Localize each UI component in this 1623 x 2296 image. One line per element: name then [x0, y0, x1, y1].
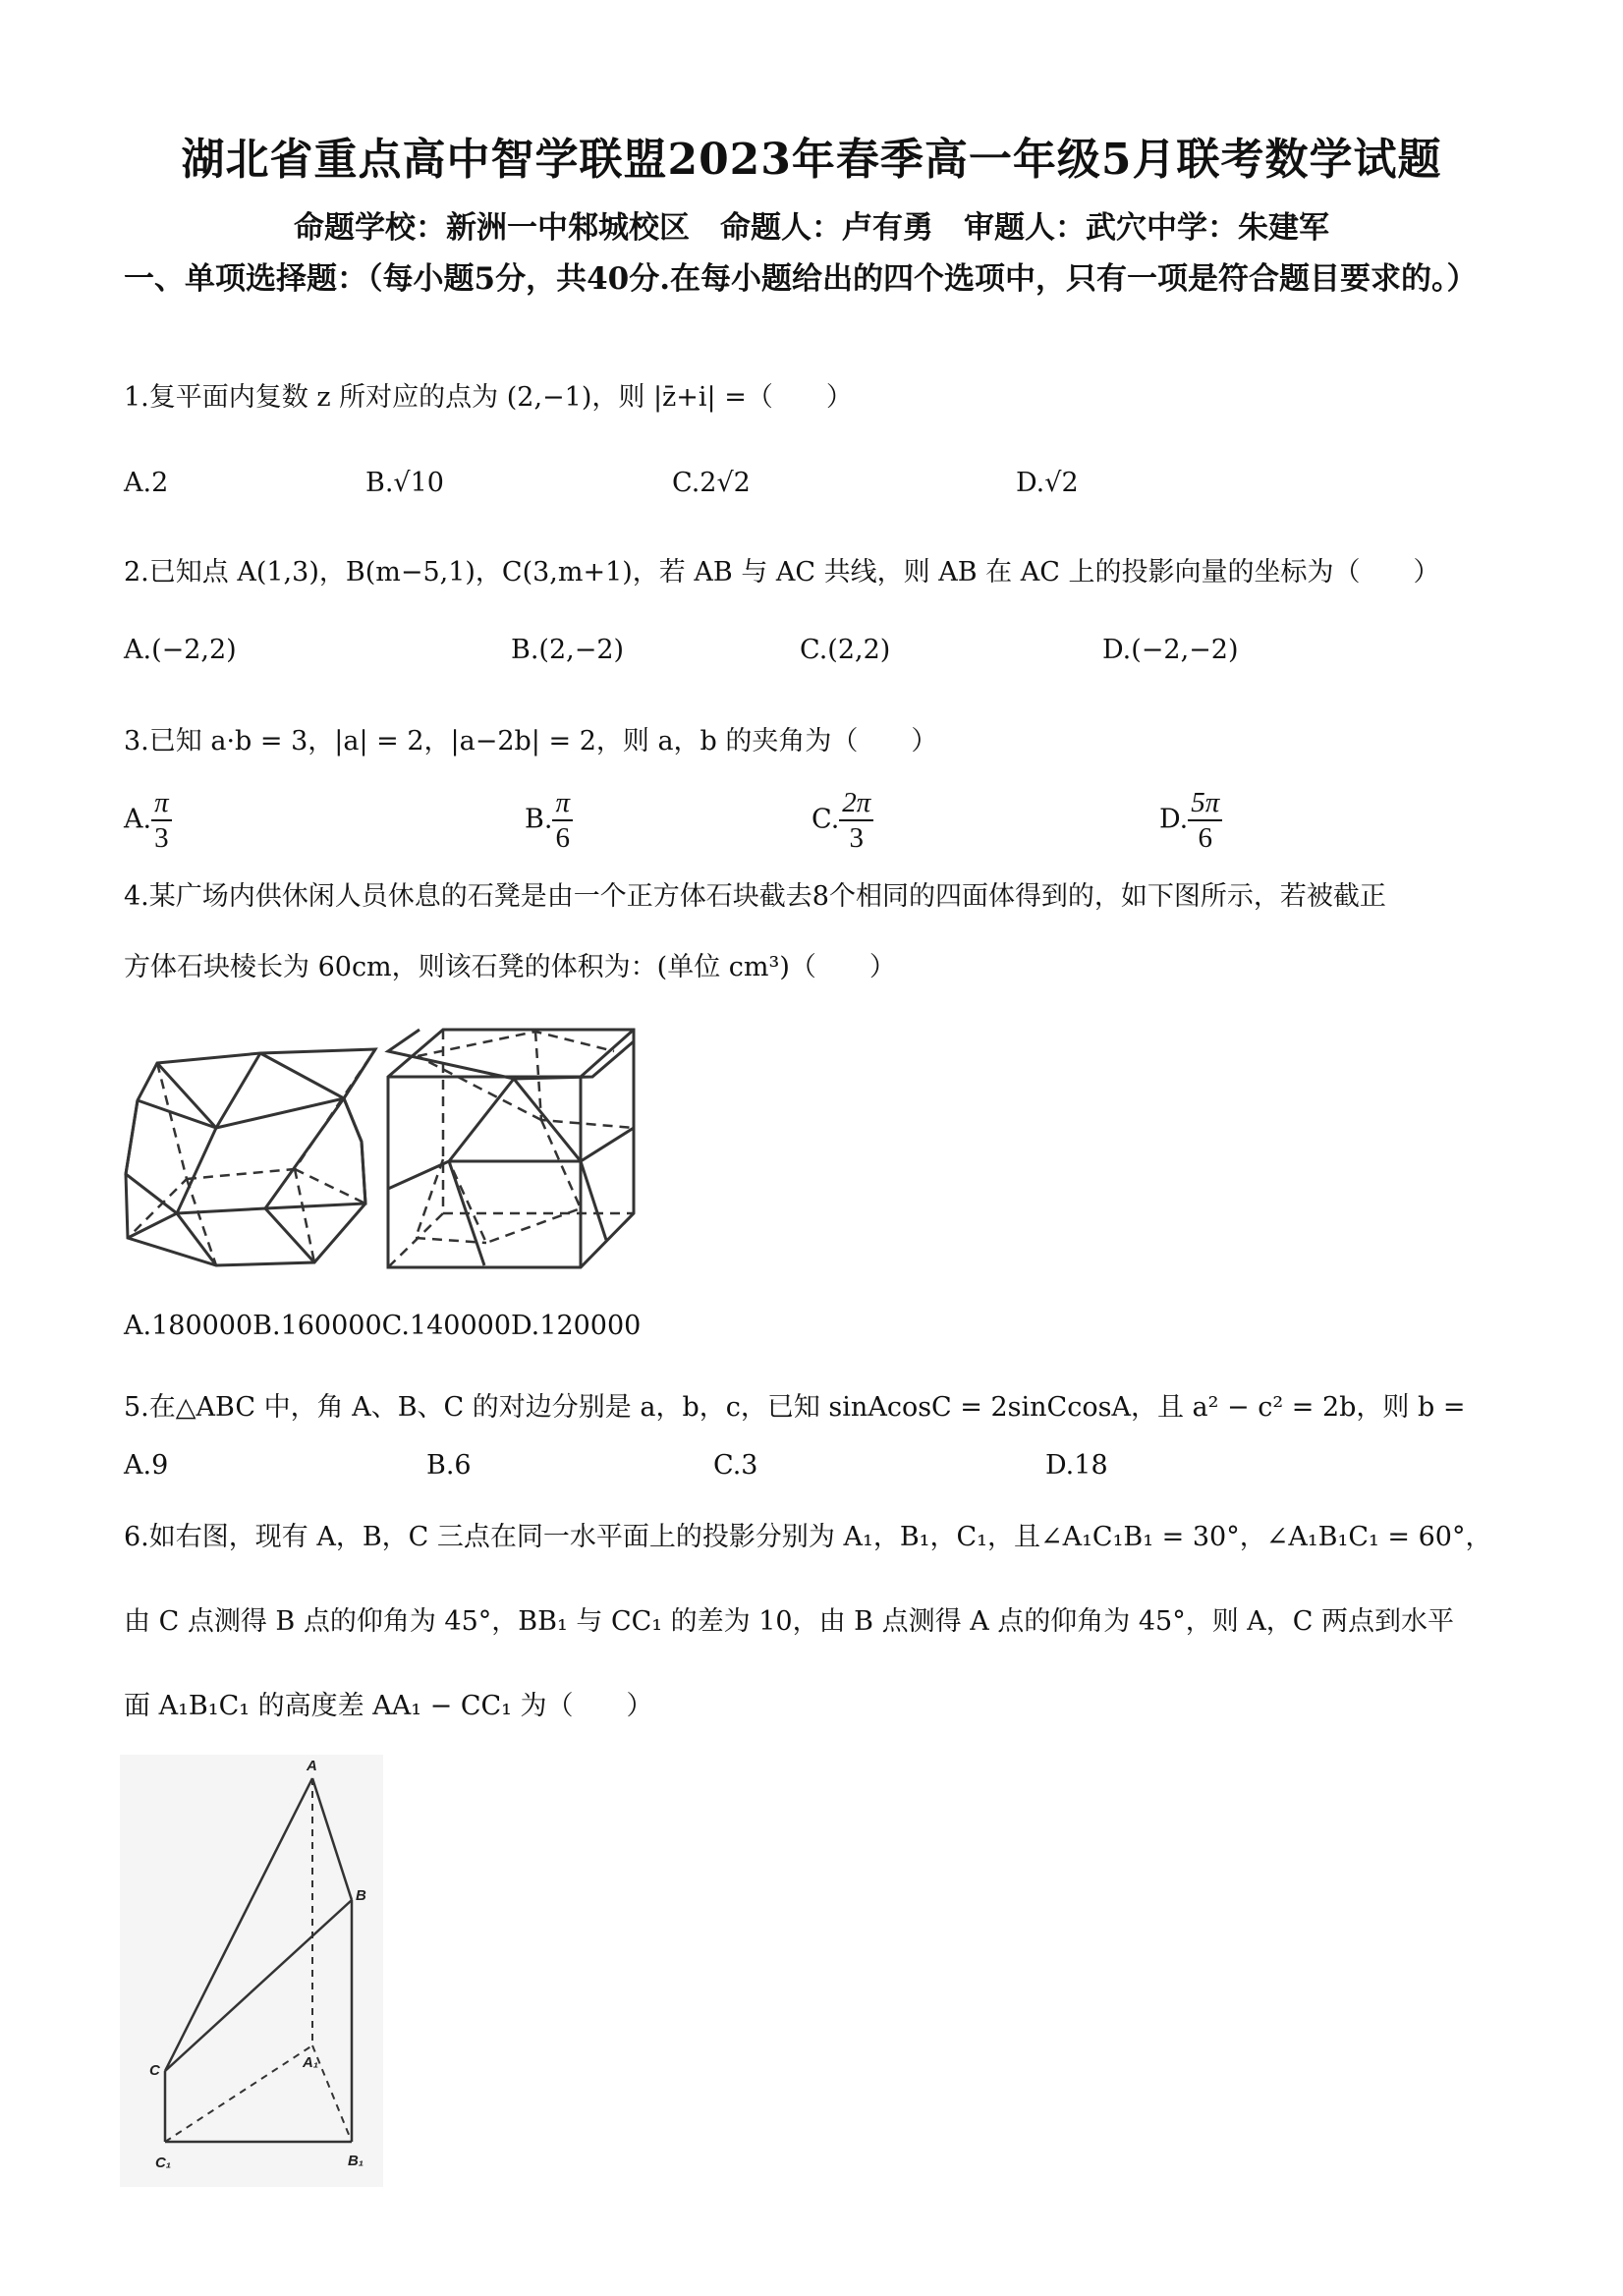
section-heading: 一、单项选择题：（每小题5分，共40分.在每小题给出的四个选项中，只有一项是符合题目要求的。） [124, 261, 1478, 297]
question-2-option-a: A.(−2,2) [124, 635, 237, 665]
question-5-option-d: D.18 [1045, 1450, 1108, 1481]
label-point-b: B [356, 1887, 366, 1904]
stone-stool-figure [118, 1012, 648, 1287]
question-1-stem: 1.复平面内复数 z 所对应的点为 (2,−1)，则 |z̄+i| =（ ） [124, 382, 853, 413]
question-2-stem: 2.已知点 A(1,3)，B(m−5,1)，C(3,m+1)，若 AB 与 AC 共线，则 AB 在 AC 上的投影向量的坐标为（ ） [124, 557, 1440, 588]
question-1-option-d: D.√2 [1016, 468, 1079, 498]
question-2-option-d: D.(−2,−2) [1102, 635, 1239, 665]
question-4-options: A.180000B.160000C.140000D.120000 [124, 1311, 642, 1341]
question-6-stem-line3: 面 A₁B₁C₁ 的高度差 AA₁ − CC₁ 为（ ） [124, 1691, 653, 1721]
elevation-figure [120, 1755, 383, 2187]
question-4-stem-line1: 4.某广场内供休闲人员休息的石凳是由一个正方体石块截去8个相同的四面体得到的，如下图所示，若被截正 [124, 881, 1386, 912]
cube-right [388, 1030, 634, 1267]
question-5-stem: 5.在△ABC 中，角 A、B、C 的对边分别是 a，b，c，已知 sinAcosC = 2sinCcosA，且 a² − c² = 2b，则 b = [124, 1392, 1466, 1423]
label-point-a: A [307, 1758, 317, 1774]
question-3-option-d: D. $\frac{5\pi}{6}$ [1159, 786, 1222, 855]
label-point-a1: A₁ [303, 2054, 319, 2071]
question-2-option-c: C.(2,2) [800, 635, 891, 665]
question-5-option-b: B.6 [426, 1450, 472, 1481]
label-point-b1: B₁ [348, 2153, 364, 2169]
question-1-option-b: B.√10 [365, 468, 444, 498]
question-3-option-a: A. $\frac{\pi}{3}$ [124, 786, 172, 855]
question-6-stem-line2: 由 C 点测得 B 点的仰角为 45°，BB₁ 与 CC₁ 的差为 10，由 B 点测得 A 点的仰角为 45°，则 A，C 两点到水平 [124, 1606, 1455, 1637]
question-2-option-b: B.(2,−2) [511, 635, 625, 665]
label-point-c1: C₁ [155, 2155, 172, 2171]
question-6-stem-line1: 6.如右图，现有 A，B，C 三点在同一水平面上的投影分别为 A₁，B₁，C₁，且∠A₁C₁B₁ = 30°，∠A₁B₁C₁ = 60°， [124, 1522, 1492, 1552]
question-3-option-b: B. $\frac{\pi}{6}$ [525, 786, 573, 855]
page-subtitle: 命题学校：新洲一中邾城校区 命题人：卢有勇 审题人：武穴中学：朱建军 [294, 210, 1329, 246]
question-1-option-a: A.2 [124, 468, 169, 498]
question-5-option-c: C.3 [713, 1450, 758, 1481]
question-3-option-c: C. $\frac{2\pi}{3}$ [812, 786, 873, 855]
question-1-option-c: C.2√2 [672, 468, 751, 498]
label-point-c: C [149, 2062, 160, 2079]
question-5-option-a: A.9 [124, 1450, 169, 1481]
question-4-stem-line2: 方体石块棱长为 60cm，则该石凳的体积为：(单位 cm³)（ ） [124, 952, 896, 982]
question-3-stem: 3.已知 a·b = 3，|a| = 2，|a−2b| = 2，则 a，b 的夹角为（ ） [124, 726, 938, 756]
cuboctahedron-left [126, 1049, 375, 1265]
page-title: 湖北省重点高中智学联盟2023年春季高一年级5月联考数学试题 [181, 135, 1442, 185]
